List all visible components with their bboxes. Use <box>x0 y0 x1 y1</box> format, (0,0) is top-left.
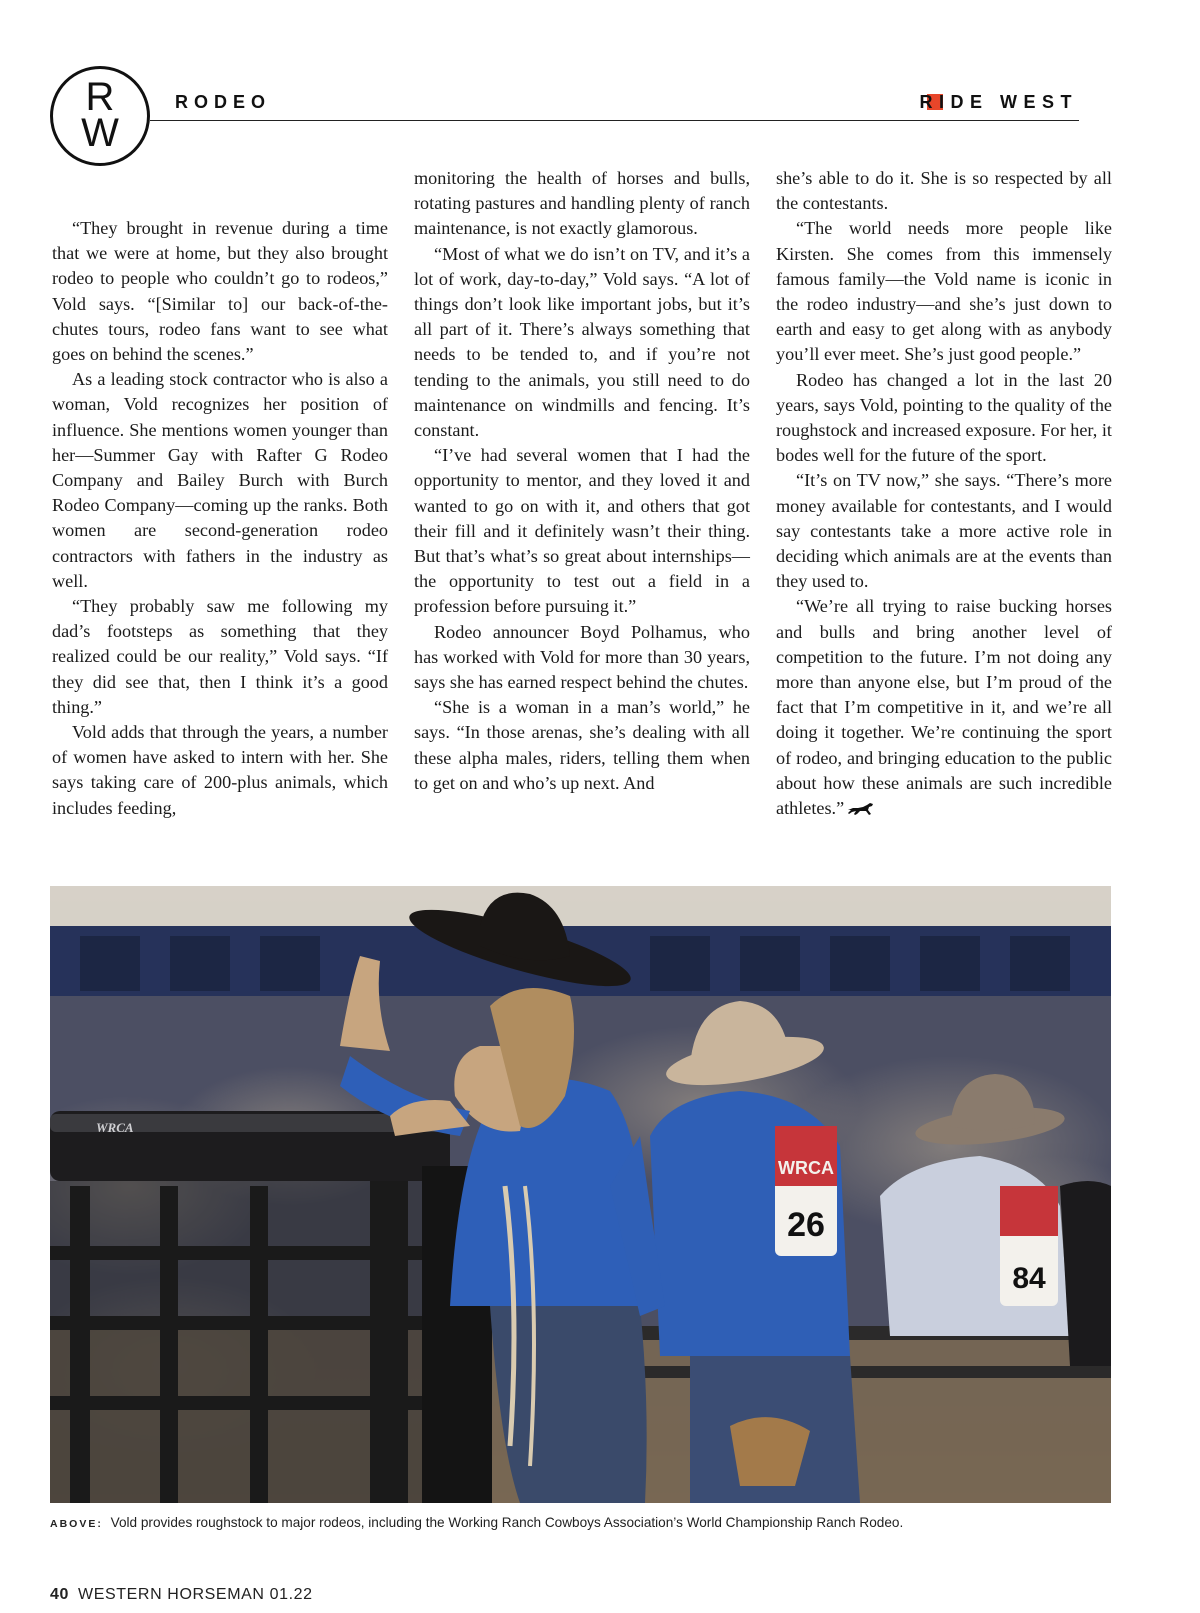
wrca-signage: WRCA <box>96 1120 134 1135</box>
paragraph: she’s able to do it. She is so respected by all the contestants. <box>776 168 1112 214</box>
paragraph: Rodeo announcer Boyd Polhamus, who has worked with Vold for more than 30 years, says she has earned respect behind the chutes. <box>414 621 750 693</box>
paragraph: “Most of what we do isn’t on TV, and it’s a lot of work, day-to-day,” Vold says. “A lot of things don’t look like important jobs, but it’s all part of it. There’s always something that needs to be tended to, and if you’re not tending to the animals, you still need to do maintenance on windmills and fencing. It’s constant. <box>414 243 750 441</box>
paragraph: “She is a woman in a man’s world,” he says. “In those arenas, she’s dealing with all these alpha males, riders, telling them when to get on and who’s up next. And <box>414 697 750 793</box>
article-column-3 <box>776 166 1112 821</box>
photo-caption <box>50 1515 1110 1530</box>
paragraph: monitoring the health of horses and bulls, rotating pastures and handling plenty of ranch maintenance, is not exactly glamorous. <box>414 168 750 239</box>
bib-wrca-label: WRCA <box>778 1158 834 1178</box>
paragraph: Vold adds that through the years, a number of women have asked to intern with her. She says taking care of 200-plus animals, which includes feeding, <box>52 722 388 818</box>
paragraph: “The world needs more people like Kirsten. She comes from this immensely famous family—the Vold name is iconic in the rodeo industry—and she’s just down to earth and easy to get along with as anybody you’ll ever meet. She’s just good people.” <box>776 218 1112 365</box>
paragraph: As a leading stock contractor who is also a woman, Vold recognizes her position of influence. She mentions women younger than her—Summer Gay with Rafter G Rodeo Company and Bailey Burch with Burch Rodeo Company—coming up the ranks. Both women are second-generation rodeo contractors with fathers in the industry as well. <box>52 369 388 591</box>
article-column-2 <box>414 166 750 796</box>
logo-letter-w: W <box>81 111 119 155</box>
brand-label: RIDE WEST <box>919 92 1078 112</box>
caption-label: ABOVE: <box>50 1518 103 1530</box>
section-label: RODEO <box>175 92 272 112</box>
paragraph: “They probably saw me following my dad’s footsteps as something that they realized could be our reality,” Vold says. “If they did see that, then I think it’s a good thing.” <box>52 596 388 717</box>
issue-number: 01.22 <box>269 1586 313 1603</box>
bib-number-26: 26 <box>787 1206 825 1244</box>
header-rule <box>150 120 1079 121</box>
caption-text: Vold provides roughstock to major rodeos, including the Working Ranch Cowboys Association’s World Championship Ranch Rodeo. <box>110 1515 904 1530</box>
rodeo-photo <box>50 886 1111 1503</box>
bib-number-84: 84 <box>1012 1262 1046 1295</box>
page-footer <box>50 1586 313 1604</box>
final-paragraph-text: “We’re all trying to raise bucking horses and bulls and bring another level of competition to the future. I’m not doing any more than anyone else, but I’m proud of the fact that I’m competitive in it, and we’re all doing it together. We’re continuing the sport of rodeo, and bringing education to the public about how these animals are such incredible athletes.” <box>776 596 1112 819</box>
running-horse-icon <box>847 802 875 816</box>
paragraph: “They brought in revenue during a time that we were at home, but they also brought rodeo to people who couldn’t go to rodeos,” Vold says. “[Similar to] our back-of-the-chutes tours, rodeo fans want to see what goes on behind the scenes.” <box>52 218 388 365</box>
final-paragraph <box>776 594 1112 821</box>
logo-letter-r: R <box>85 75 115 119</box>
rodeo-photo-illustration <box>50 886 1111 1503</box>
magazine-name: WESTERN HORSEMAN <box>78 1586 265 1603</box>
paragraph: “It’s on TV now,” she says. “There’s more money available for contestants, and I would say contestants take a more active role in deciding which animals are at the events than they used to. <box>776 470 1112 592</box>
rw-logo <box>50 66 150 166</box>
page-number: 40 <box>50 1586 69 1603</box>
paragraph: “I’ve had several women that I had the opportunity to mentor, and they loved it and wanted to go on with it, and others that got their fill and it definitely wasn’t their thing. But that’s what’s so great about internships—the opportunity to test out a field in a profession before pursuing it.” <box>414 445 750 617</box>
paragraph: Rodeo has changed a lot in the last 20 years, says Vold, pointing to the quality of the roughstock and increased exposure. For her, it bodes well for the future of the sport. <box>776 369 1112 466</box>
article-column-1 <box>52 216 388 821</box>
